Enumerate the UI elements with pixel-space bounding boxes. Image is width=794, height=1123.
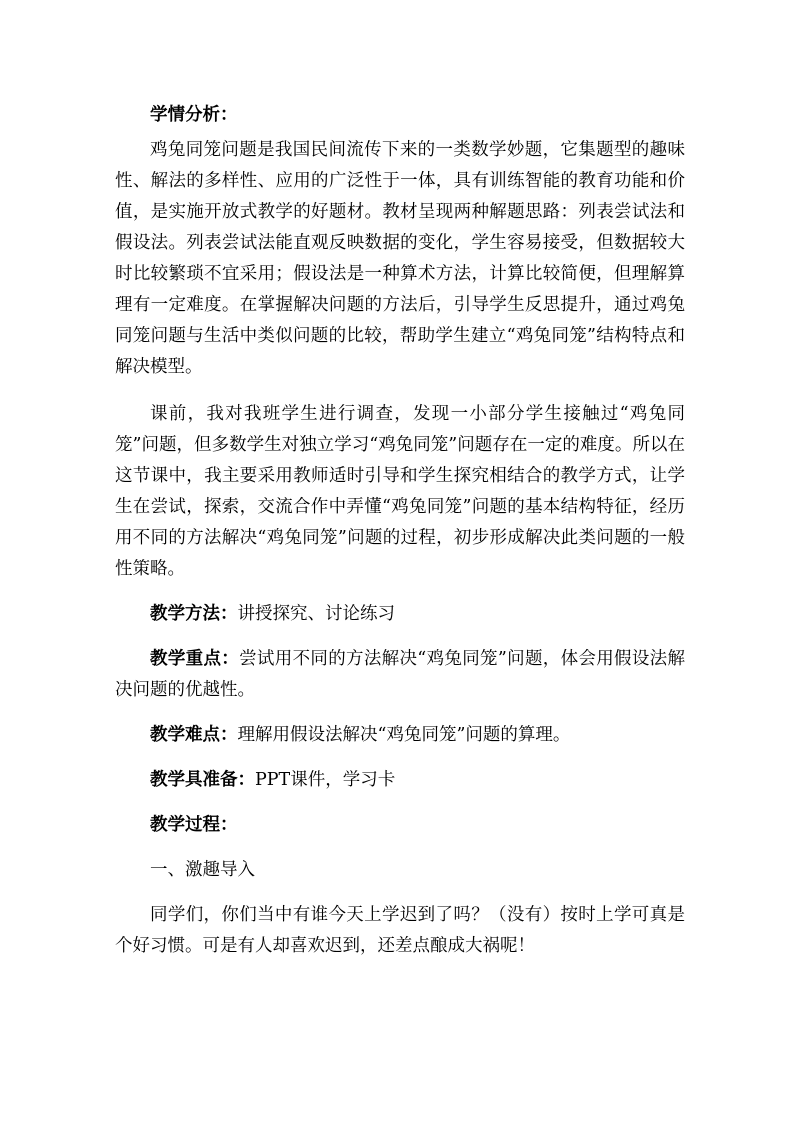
teaching-difficulty-text: 理解用假设法解决“鸡兔同笼”问题的算理。 xyxy=(237,725,571,745)
analysis-heading: 学情分析： xyxy=(150,105,238,125)
intro-paragraph: 同学们，你们当中有谁今天上学迟到了吗？（没有）按时上学可真是个好习惯。可是有人却喜欢迟到，还差点酿成大祸呢！ xyxy=(115,905,685,956)
teaching-tools-label: 教学具准备： xyxy=(150,770,255,790)
teaching-method-text: 讲授探究、讨论练习 xyxy=(237,604,395,624)
document-body xyxy=(115,100,685,962)
teaching-focus-text: 尝试用不同的方法解决“鸡兔同笼”问题，体会用假设法解决问题的优越性。 xyxy=(115,649,685,700)
teaching-focus xyxy=(115,644,685,706)
teaching-method xyxy=(115,599,685,630)
teaching-tools xyxy=(115,765,685,796)
teaching-difficulty-label: 教学难点： xyxy=(150,725,238,745)
teaching-tools-text: PPT课件，学习卡 xyxy=(255,770,396,790)
teaching-method-label: 教学方法： xyxy=(150,604,238,624)
analysis-paragraph-2: 课前，我对我班学生进行调查，发现一小部分学生接触过“鸡兔同笼”问题，但多数学生对独立学习“鸡兔同笼”问题存在一定的难度。所以在这节课中，我主要采用教师适时引导和学生探究相结合的教学方式，让学生在尝试，探索，交流合作中弄懂“鸡兔同笼”问题的基本结构特征，经历用不同的方法解决“鸡兔同笼”问题的过程，初步形成解决此类问题的一般性策略。 xyxy=(115,404,685,579)
analysis-paragraph-1: 鸡兔同笼问题是我国民间流传下来的一类数学妙题，它集题型的趣味性、解法的多样性、应用的广泛性于一体，具有训练智能的教育功能和价值，是实施开放式教学的好题材。教材呈现两种解题思路：列表尝试法和假设法。列表尝试法能直观反映数据的变化，学生容易接受，但数据较大时比较繁琐不宜采用；假设法是一种算术方法，计算比较简便，但理解算理有一定难度。在掌握解决问题的方法后，引导学生反思提升，通过鸡兔同笼问题与生活中类似问题的比较，帮助学生建立“鸡兔同笼”结构特点和解决模型。 xyxy=(115,140,685,377)
section-one-heading: 一、激趣导入 xyxy=(150,860,255,880)
teaching-process-heading: 教学过程： xyxy=(150,815,238,835)
teaching-focus-label: 教学重点： xyxy=(150,649,240,669)
teaching-difficulty xyxy=(115,720,685,751)
